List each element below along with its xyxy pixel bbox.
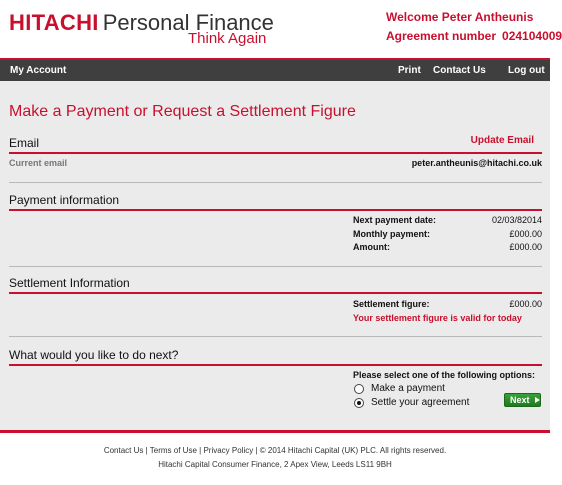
settlement-valid-note: Your settlement figure is valid for today: [353, 313, 522, 323]
arrow-right-icon: [535, 397, 540, 403]
page-title: Make a Payment or Request a Settlement Figure: [9, 103, 356, 120]
section-divider: [9, 266, 542, 267]
nav-log-out[interactable]: Log out: [508, 65, 545, 76]
nav-my-account[interactable]: My Account: [10, 65, 67, 76]
option-label: Make a payment: [371, 383, 445, 394]
monthly-payment-label: Monthly payment:: [353, 229, 431, 239]
update-email-link[interactable]: Update Email: [470, 135, 534, 146]
footer-links: Contact Us | Terms of Use | Privacy Policy | © 2014 Hitachi Capital (UK) PLC. All rights reserved.: [103, 446, 447, 455]
footer-terms-of-use[interactable]: Terms of Use: [149, 446, 197, 455]
main-content: [0, 81, 550, 433]
monthly-payment-value: £000.00: [509, 229, 542, 239]
amount-value: £000.00: [509, 242, 542, 252]
radio-button-selected[interactable]: [354, 398, 364, 408]
payment-info-section-header: [9, 191, 542, 211]
next-payment-date-label: Next payment date:: [353, 215, 437, 225]
agreement-number: [386, 29, 562, 43]
agreement-value: 024104009: [502, 29, 562, 43]
next-step-heading: What would you like to do next?: [9, 348, 179, 362]
settlement-figure-label: Settlement figure:: [353, 299, 430, 309]
current-email-value: peter.antheunis@hitachi.co.uk: [411, 158, 542, 168]
logo-brand: HITACHI: [9, 10, 99, 35]
nav-print[interactable]: Print: [398, 65, 421, 76]
settlement-heading: Settlement Information: [9, 276, 130, 290]
footer-address: Hitachi Capital Consumer Finance, 2 Apex View, Leeds LS11 9BH: [158, 460, 392, 469]
footer-copyright: © 2014 Hitachi Capital (UK) PLC. All rights reserved.: [259, 446, 447, 455]
welcome-message: Welcome Peter Antheunis: [386, 10, 534, 24]
footer-contact-us[interactable]: Contact Us: [103, 446, 144, 455]
radio-button[interactable]: [354, 384, 364, 394]
footer: [0, 436, 550, 485]
nav-contact-us[interactable]: Contact Us: [433, 65, 486, 76]
email-heading: Email: [9, 136, 40, 150]
section-divider: [9, 336, 542, 337]
current-email-label: Current email: [9, 158, 68, 168]
agreement-label: Agreement number: [386, 29, 497, 43]
next-payment-date-value: 02/03/82014: [491, 215, 542, 225]
top-nav: [0, 58, 550, 81]
header: [0, 0, 562, 58]
next-button[interactable]: [504, 393, 541, 407]
option-settle-agreement[interactable]: [354, 397, 469, 408]
option-label: Settle your agreement: [371, 397, 470, 408]
option-make-payment[interactable]: [354, 383, 445, 394]
amount-label: Amount:: [353, 242, 390, 252]
logo-product: Personal Finance: [102, 10, 274, 35]
logo-tagline: Think Again: [188, 30, 267, 47]
footer-privacy-policy[interactable]: Privacy Policy: [203, 446, 254, 455]
next-step-section-header: [9, 346, 542, 366]
section-divider: [9, 182, 542, 183]
settlement-section-header: [9, 274, 542, 294]
email-section-header: [9, 134, 542, 154]
next-button-label: Next: [510, 395, 530, 405]
options-prompt: Please select one of the following options:: [353, 370, 536, 380]
payment-info-heading: Payment information: [9, 193, 120, 207]
settlement-figure-value: £000.00: [509, 299, 542, 309]
